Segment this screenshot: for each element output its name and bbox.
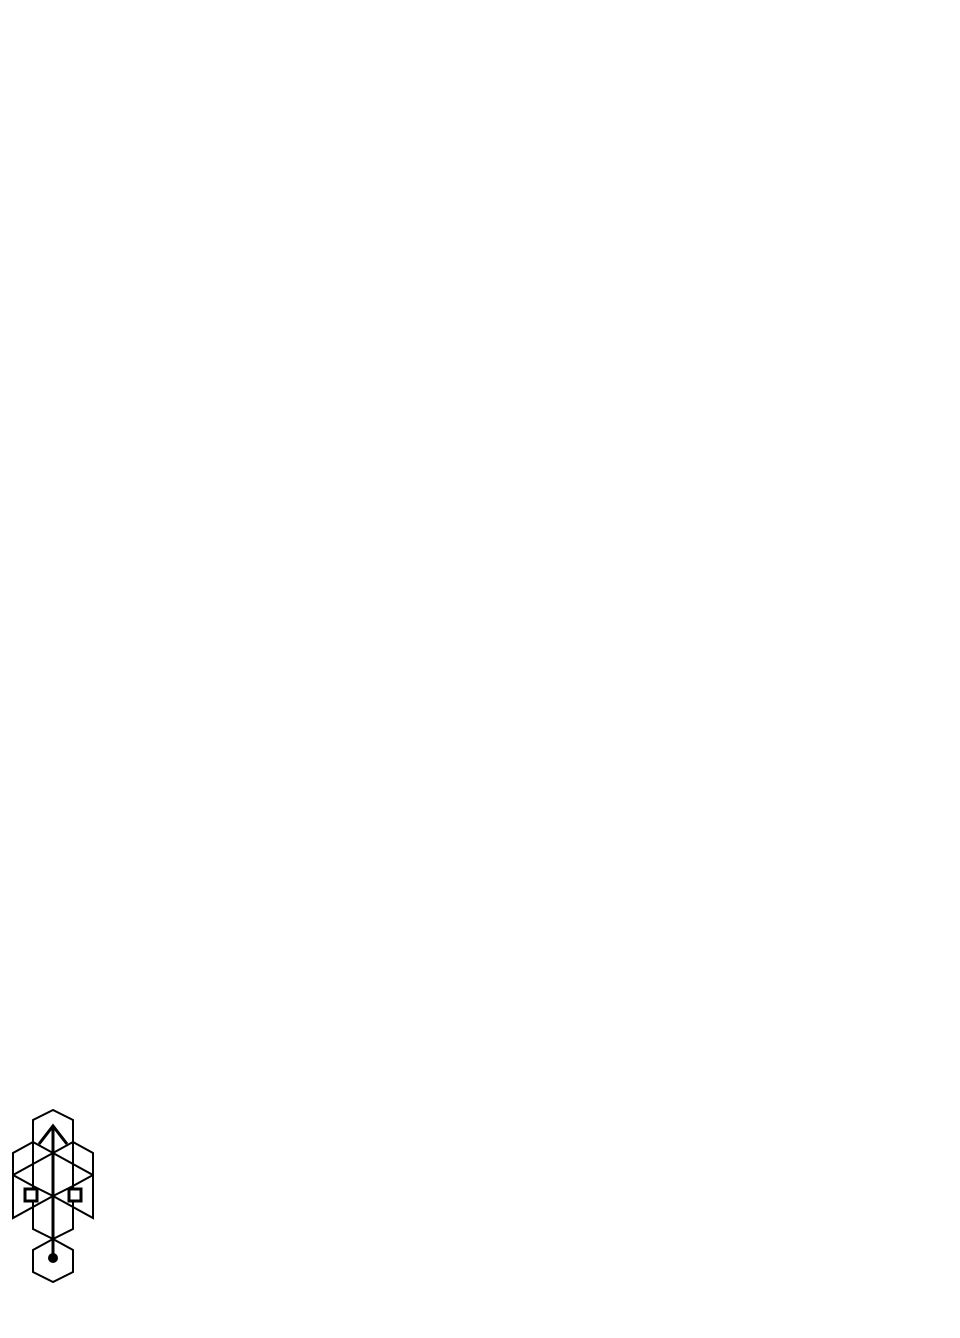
checkpoint-square-icon bbox=[25, 1189, 37, 1201]
jump-example-illustration bbox=[0, 1068, 480, 1338]
checkpoint-square-icon bbox=[69, 1189, 81, 1201]
page-title bbox=[4, 2, 956, 28]
jump-diagram bbox=[13, 1110, 93, 1282]
setup-rules bbox=[4, 307, 504, 361]
starting-board-illustration bbox=[506, 340, 960, 728]
